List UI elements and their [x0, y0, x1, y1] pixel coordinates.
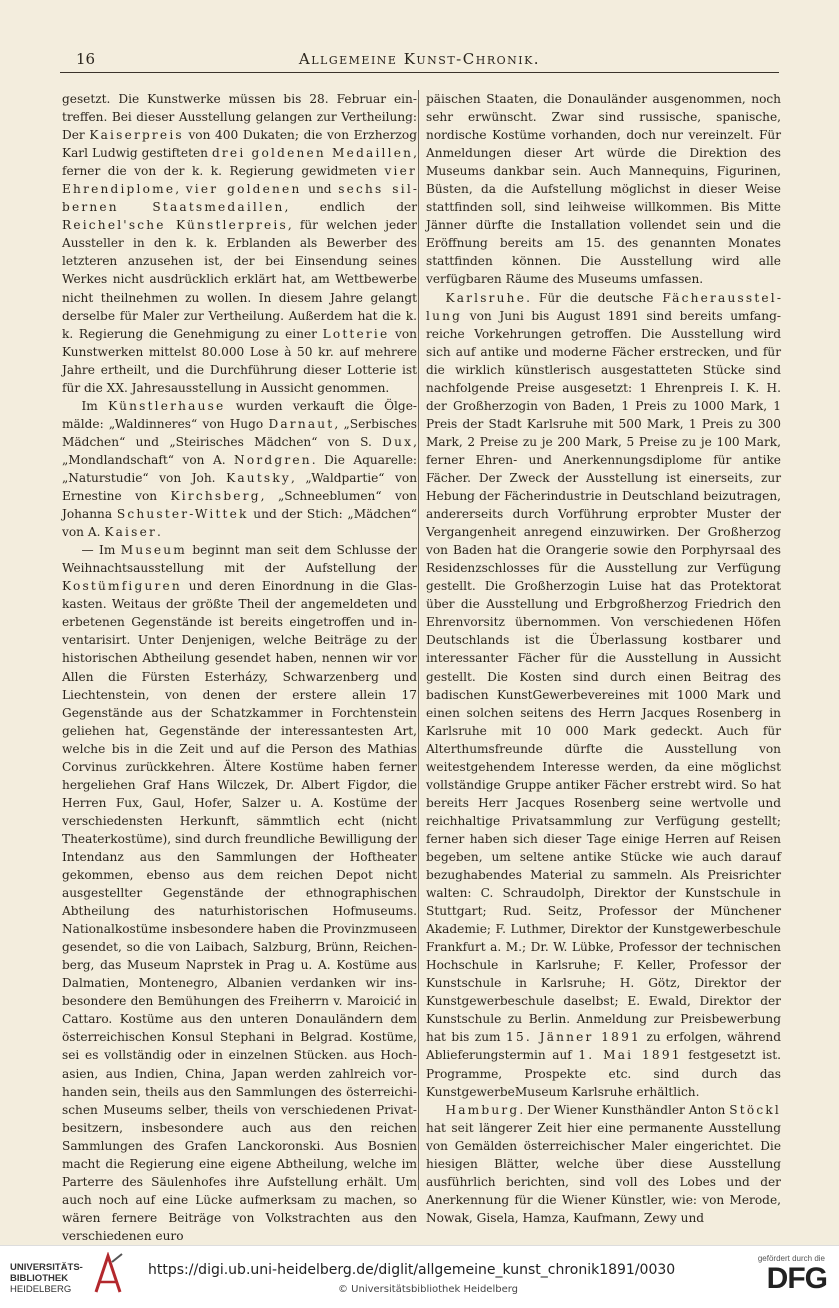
spaced-emphasis: Museum	[120, 543, 187, 558]
text-run: päischen Staaten, die Donauländer ausgenommen, noch sehr erwünscht. Zwar sind russische, spanische, nordische Kostüme vorhanden, doch nur vereinzelt. Für Anmeldungen dieser Art würde die Direktion des Museums dankbar sein. Auch Mannequins, Figurinen, Büsten, da die Aufstellung möglichst in dieser Weise stattfinden soll, sind leihweise willkommen. Bis Mitte Jänner dürfte die Installation vollendet sein und die Eröffnung bereits am 15. des genannten Monates stattfinden können. Die Ausstellung wird alle verfügbaren Räume des Museums umfassen.	[426, 92, 781, 287]
header-rule	[60, 72, 779, 73]
text-run: und der Stich: „Mädchen“ von A.	[62, 507, 417, 540]
paragraph	[62, 541, 417, 1245]
spaced-emphasis: drei goldenen Medaillen	[211, 146, 414, 161]
dfg-logo: DFG	[766, 1262, 827, 1295]
column-divider	[418, 90, 419, 1190]
text-run: hat seit längerer Zeit hier eine permanente Ausstellung von Gemälden österreichischer Maler eingerichtet. Die hiesigen Blätter, welche über diese Ausstellung ausführlich berichten, sind voll des Lobes und der Anerkennung für die Wiener Künstler, wie: von Merode, Nowak, Gisela, Hamza, Kaufmann, Zewy und	[426, 1120, 781, 1225]
page-number: 16	[76, 50, 96, 68]
spaced-emphasis: Kaiserpreis	[89, 128, 184, 143]
text-run: — Im	[81, 543, 121, 558]
library-logo-icon	[92, 1252, 124, 1296]
spaced-emphasis: vier Ehrendiplome	[62, 164, 417, 197]
spaced-emphasis: Hamburg	[445, 1102, 520, 1117]
spaced-emphasis: Darnaut	[268, 416, 335, 431]
text-run: zu erfolgen, während Ablieferungstermin auf	[426, 1030, 781, 1063]
running-title: Allgemeine Kunst-Chronik.	[298, 50, 541, 68]
text-run: Im	[81, 398, 109, 413]
spaced-emphasis: Kautsky	[226, 470, 291, 485]
spaced-emphasis: Fächerausstellung	[426, 290, 781, 323]
spaced-emphasis: Stöckl	[729, 1102, 781, 1117]
spaced-emphasis: Kaiser	[104, 525, 157, 540]
paragraph	[426, 1101, 781, 1227]
spaced-emphasis: Karlsruhe	[445, 290, 527, 305]
text-run: , endlich der	[284, 200, 418, 215]
text-run: gesetzt. Die Kunstwerke müssen bis 28. Februar eintreffen. Bei dieser Ausstellung gelangen zur Vertheilung: Der	[62, 92, 417, 143]
spaced-emphasis: 15. Jänner 1891	[506, 1030, 641, 1045]
library-name-line2: BIBLIOTHEK	[10, 1273, 69, 1284]
text-run: . Der Wiener Kunsthändler Anton	[519, 1102, 730, 1117]
text-run: . Für die deutsche	[526, 290, 663, 305]
text-run: ,	[175, 182, 186, 197]
library-name-line1: UNIVERSITÄTS-	[10, 1262, 83, 1273]
text-run: .	[156, 525, 161, 540]
text-run: , „Schneeblumen“ von Johanna	[62, 489, 417, 522]
permalink-url[interactable]: https://digi.ub.uni-heidelberg.de/diglit/allgemeine_kunst_chronik1891/0030	[148, 1262, 676, 1278]
spaced-emphasis: sechs silbernen Staatsmedaillen	[62, 182, 418, 215]
text-run: , „Mondlandschaft“ von A.	[62, 434, 417, 467]
text-run: , für welchen jeder Aussteller in den k. k. Erblanden als Bewerber des letzteren anzusehen ist, der bei Einsendung seines Werkes nicht ausdrücklich erklärt hat, am Wettbewerbe nicht theilnehmen zu wollen. In diesem Jahre gelangt derselbe für Maler zur Vertheilung. Außerdem hat die k. k. Regierung die Genehmigung zu einer	[62, 218, 417, 341]
text-run: beginnt man seit dem Schlusse der Weihnachtsausstellung mit der Aufstellung der	[62, 543, 417, 576]
text-run: und deren Einordnung in die Glaskasten. Weitaus der größte Theil der angemeldeten und erbetenen Gegenstände ist bereits eingetroffen und inventarisirt. Unter Denjenigen, welche Beiträge zu der historischen Abtheilung gesendet haben, nennen wir vor Allen die Fürsten Esterházy, Schwarzenberg und Liechtenstein, von denen der erstere allein 17 Gegenstände aus der Schatzkammer in Forchtenstein geliehen hat, Gegenstände der interessantesten Art, welche bis in die Zeit und auf die Person des Mathias Corvinus zurückkehren. Ältere Kostüme haben ferner hergeliehen Graf Hans Wilczek, Dr. Albert Figdor, die Herren Fux, Gaul, Hofer, Salzer u. A. Kostüme der verschiedensten Herkunft, sämmtlich echt (nicht Theaterkostüme), sind durch freundliche Bewilligung der Intendanz aus den Sammlungen der Hoftheater gekommen, ebenso aus dem reichen Depot nicht ausgestellter Gegenstände der ethnographischen Abtheilung des naturhistorischen Hofmuseums. Nationalkostüme insbesondere haben die Provinzmuseen gesendet, so die von Laibach, Salzburg, Brünn, Reichenberg, das Museum Naprstek in Prag u. A. Kostüme aus Dalmatien, Montenegro, Albanien verdanken wir insbesondere den Bemühungen des Freiherrn v. Maroicić in Cattaro. Kostüme aus den unteren Donauländern dem österreichischen Konsul Stephani in Belgrad. Kostüme, sei es vollständig oder in einzelnen Stücken. aus Hochasien, aus Indien, China, Japan werden zahlreich vorhanden sein, theils aus den Sammlungen des österreichischen Museums selber, theils von verschiedenen Privatbesitzern, insbesondere auch aus den reichen Sammlungen des Grafen Lanckoronski. Aus Bosnien macht die Regierung eine eigene Abtheilung, welche im Parterre des Säulenhofes ihre Aufstellung erhält. Um auch noch auf eine Lücke aufmerksam zu machen, so wären fernere Beiträge von Volkstrachten aus den verschiedenen euro	[62, 579, 417, 1243]
funded-by-label: gefördert durch die	[757, 1254, 825, 1263]
spaced-emphasis: 1. Mai 1891	[578, 1048, 682, 1063]
text-run: , „Serbisches Mädchen“ und „Steirisches Mädchen“ von S.	[62, 416, 417, 449]
page-header	[60, 48, 779, 72]
text-run: von Kunstwerken mittelst 80.000 Lose à 50 kr. auf mehrere Jahre ertheilt, und die Durchführung dieser Lotterie ist für die XX. Jahresausstellung in Aussicht genommen.	[62, 326, 417, 395]
text-run: , ferner die von der k. k. Regierung gewidmeten	[62, 146, 417, 179]
spaced-emphasis: Dux	[382, 434, 414, 449]
left-column	[62, 90, 417, 1245]
viewer-footer	[0, 1245, 839, 1308]
spaced-emphasis: Schuster-Wittek	[116, 507, 249, 522]
spaced-emphasis: Reichel'sche Künstlerpreis	[62, 218, 288, 233]
paragraph	[62, 90, 417, 397]
paragraph	[62, 397, 417, 541]
right-column	[426, 90, 781, 1227]
library-logo-text	[10, 1262, 83, 1295]
spaced-emphasis: Lotterie	[322, 326, 390, 341]
copyright-notice: © Universitätsbibliothek Heidelberg	[338, 1284, 519, 1295]
library-name-line3: HEIDELBERG	[10, 1284, 72, 1295]
text-run: . Die Aquarelle: „Naturstudie“ von Joh.	[62, 452, 417, 485]
spaced-emphasis: vier goldenen	[185, 182, 302, 197]
text-run: , „Waldpartie“ von Ernestine von	[62, 470, 418, 504]
text-run: festgesetzt ist. Programme, Prospekte etc. sind durch das KunstgewerbeMuseum Karlsruhe erhältlich.	[426, 1048, 781, 1099]
paragraph	[426, 289, 781, 1101]
paragraph	[426, 90, 781, 289]
spaced-emphasis: Kostümfiguren	[62, 579, 182, 594]
text-run: wurden verkauft die Ölgemälde: „Waldinneres“ von Hugo	[62, 398, 418, 431]
spaced-emphasis: Kirchsberg	[170, 489, 261, 504]
spaced-emphasis: Nordgren	[234, 452, 312, 467]
text-run: von 400 Dukaten; die von Erzherzog Karl Ludwig gestifteten	[62, 128, 417, 161]
spaced-emphasis: Künstlerhause	[108, 398, 226, 413]
text-run: von Juni bis August 1891 sind bereits umfangreiche Vorkehrungen getroffen. Die Ausstellung wird sich auf antike und moderne Fächer erstrecken, und für die wirklich künstlerisch ausgestatteten Stücke sind nachfolgende Preise ausgesetzt: 1 Ehrenpreis I. K. H. der Großherzogin von Baden, 1 Preis zu 1000 Mark, 1 Preis der Stadt Karlsruhe mit 500 Mark, 1 Preis zu 300 Mark, 2 Preise zu je 200 Mark, 5 Preise zu je 100 Mark, ferner Ehren- und Anerkennungsdiplome für antike Fächer. Der Zweck der Ausstellung ist einerseits, zur Hebung der Fächerindustrie in Deutschland beizutragen, andererseits durch Vorführung erprobter Muster der Vergangenheit anregend einzuwirken. Der Großherzog von Baden hat die Orangerie sowie den Porphyrsaal des Residenzschlosses für die Ausstellung zur Verfügung gestellt. Die Großherzogin Luise hat das Protektorat über die Ausstellung und Erbgroßherzog Friedrich den Ehrenvorsitz übernommen. Von verschiedenen Höfen Deutschlands ist die Überlassung kostbarer und interessanter Fächer für die Ausstellung in Aussicht gestellt. Die Kosten sind durch einen Beitrag des badischen KunstGewerbevereines mit 1000 Mark und einen solchen seitens des Herrn Jacques Rosenberg in Karlsruhe mit 10 000 Mark gedeckt. Auch für Alterthumsfreunde dürfte die Ausstellung von weitestgehendem Interesse werden, da eine möglichst vollständige Gruppe antiker Fächer erstrebt wird. So hat bereits Herr Jacques Rosenberg seine wertvolle und reichhaltige Privatsammlung zur Verfügung gestellt; ferner haben sich dieser Tage einige Herren auf Reisen begeben, um seltene antike Stücke wie auch darauf bezughabendes Material zu sammeln. Als Preisrichter walten: C. Schraudolph, Direktor der Kunstschule in Stuttgart; Rud. Seitz, Professor der Münchener Akademie; F. Luthmer, Direktor der Kunstgewerbeschule Frankfurt a. M.; Dr. W. Lübke, Professor der technischen Hochschule in Karlsruhe; F. Keller, Professor der Kunstschule in Karlsruhe; H. Götz, Direktor der Kunstgewerbeschule daselbst; E. Ewald, Direktor der Kunstschule zu Berlin. Anmeldung zur Preisbewerbung hat bis zum	[426, 308, 781, 1045]
text-run: und	[301, 182, 339, 197]
